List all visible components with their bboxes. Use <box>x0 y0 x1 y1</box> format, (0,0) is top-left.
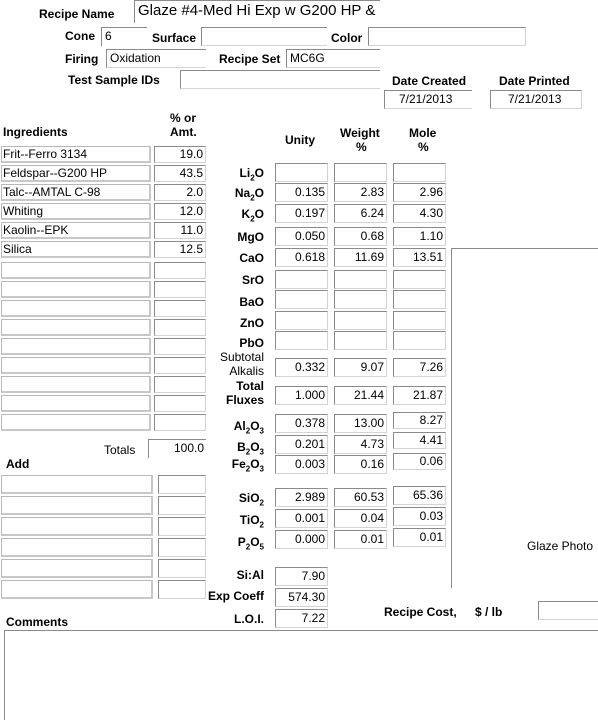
ingredient-amount[interactable] <box>154 376 206 393</box>
oxide-label-bao: BaO <box>239 295 264 309</box>
ingredient-amount[interactable]: 11.0 <box>154 222 206 239</box>
add-ingredient-amount[interactable] <box>158 475 206 494</box>
test-ids-field[interactable] <box>180 70 380 89</box>
add-ingredient-name[interactable] <box>1 538 153 557</box>
totals-label: Totals <box>104 443 136 457</box>
date-created-field[interactable]: 7/21/2013 <box>384 90 472 109</box>
add-ingredient-name[interactable] <box>1 475 153 494</box>
mole-value <box>393 290 446 309</box>
exp-coeff-label: Exp Coeff <box>207 589 264 603</box>
add-ingredient-amount[interactable] <box>158 538 206 557</box>
weight-value: 2.83 <box>334 183 387 202</box>
mole-header-1: Mole <box>409 126 437 140</box>
add-ingredient-amount[interactable] <box>158 496 206 515</box>
ingredient-amount[interactable] <box>154 395 206 412</box>
ingredient-name[interactable] <box>1 338 151 355</box>
oxide-label-na2o: $Na_2O$ <box>234 186 264 203</box>
subtotal-label-1: Subtotal <box>219 350 264 364</box>
glaze-photo-frame[interactable] <box>451 248 598 588</box>
add-ingredient-name[interactable] <box>1 517 153 536</box>
ingredients-header: Ingredients <box>3 125 68 139</box>
weight-value <box>334 290 387 309</box>
ingredient-amount[interactable] <box>154 338 206 355</box>
oxide-label-fe2o3: $Fe_2O_3$ <box>231 457 264 474</box>
weight-value: 0.04 <box>334 509 387 528</box>
ingredient-amount[interactable]: 12.0 <box>154 203 206 220</box>
ingredient-amount[interactable] <box>154 262 206 279</box>
ingredient-name[interactable] <box>1 300 151 317</box>
weight-value: 13.00 <box>334 414 387 433</box>
unity-value: 0.000 <box>275 530 328 549</box>
ingredient-amount[interactable]: 12.5 <box>154 241 206 258</box>
ingredient-amount[interactable]: 19.0 <box>154 146 206 163</box>
total-fluxes-mole: 21.87 <box>393 386 446 405</box>
weight-value <box>334 331 387 350</box>
oxide-label-k2o: $K_2O$ <box>241 207 264 224</box>
ingredient-name[interactable] <box>1 281 151 298</box>
total-fluxes-label-2: Fluxes <box>225 393 264 407</box>
add-ingredient-name[interactable] <box>1 496 153 515</box>
per-lb-label: $ / lb <box>475 605 503 619</box>
add-ingredient-amount[interactable] <box>158 517 206 536</box>
ingredient-name[interactable] <box>1 319 151 336</box>
loi-label: L.O.I. <box>234 612 264 626</box>
recipe-cost-label: Recipe Cost, <box>384 605 457 619</box>
mole-value <box>393 270 446 289</box>
ingredient-amount[interactable] <box>154 414 206 431</box>
subtotal-unity: 0.332 <box>275 358 328 377</box>
ingredient-amount[interactable] <box>154 281 206 298</box>
oxide-label-al2o3: $Al_2O_3$ <box>233 419 264 436</box>
totals-value: 100.0 <box>148 439 206 458</box>
ingredient-amount[interactable] <box>154 300 206 317</box>
oxide-label-sio2: SiO$_2$ <box>238 491 264 508</box>
weight-value: 11.69 <box>334 248 387 267</box>
mole-value <box>393 311 446 330</box>
recipe-cost-field[interactable] <box>538 601 598 620</box>
date-printed-label: Date Printed <box>499 74 570 88</box>
add-ingredient-amount[interactable] <box>158 559 206 578</box>
cone-label: Cone <box>65 29 95 43</box>
weight-value: 0.68 <box>334 227 387 246</box>
amt-header-1: % or <box>170 111 197 125</box>
oxide-label-mgo: MgO <box>237 230 264 244</box>
total-fluxes-weight: 21.44 <box>334 386 387 405</box>
ingredient-name[interactable]: Frit--Ferro 3134 <box>1 146 151 163</box>
weight-value: 60.53 <box>334 488 387 507</box>
mole-value: 8.27 <box>393 412 446 429</box>
unity-value: 0.378 <box>275 414 328 433</box>
mole-value: 0.01 <box>393 528 446 547</box>
recipe-set-field[interactable]: MC6G <box>286 49 380 68</box>
ingredient-amount[interactable]: 2.0 <box>154 184 206 201</box>
loi-value: 7.22 <box>275 609 328 628</box>
subtotal-mole: 7.26 <box>393 358 446 377</box>
oxide-label-pbo: PbO <box>239 336 264 350</box>
weight-value: 0.01 <box>334 530 387 549</box>
mole-value <box>393 163 446 182</box>
firing-field[interactable]: Oxidation <box>106 49 206 68</box>
glaze-photo-label: Glaze Photo <box>527 539 594 553</box>
add-label: Add <box>6 457 30 471</box>
weight-value <box>334 311 387 330</box>
oxide-label-tio2: TiO$_2$ <box>239 513 264 530</box>
weight-value <box>334 270 387 289</box>
mole-value: 65.36 <box>393 486 446 505</box>
ingredient-amount[interactable] <box>154 357 206 374</box>
mole-value: 4.30 <box>393 204 446 223</box>
date-created-label: Date Created <box>392 74 467 88</box>
mole-value: 1.10 <box>393 227 446 246</box>
cone-field[interactable]: 6 <box>101 27 147 46</box>
amt-header-2: Amt. <box>170 125 197 139</box>
ingredient-name[interactable] <box>1 262 151 279</box>
ingredient-name[interactable] <box>1 395 151 412</box>
unity-header: Unity <box>285 133 315 147</box>
unity-value <box>275 163 328 182</box>
ingredient-name[interactable]: Silica <box>1 241 151 258</box>
exp-coeff-value: 574.30 <box>275 588 328 607</box>
mole-value: 13.51 <box>393 248 446 267</box>
unity-value: 0.050 <box>275 227 328 246</box>
recipe-name-label: Recipe Name <box>39 7 115 21</box>
add-ingredient-name[interactable] <box>1 580 153 599</box>
mole-header-2: % <box>418 140 429 154</box>
mole-value: 0.06 <box>393 453 446 470</box>
mole-value: 4.41 <box>393 432 446 449</box>
unity-value: 0.001 <box>275 509 328 528</box>
color-label: Color <box>331 31 363 45</box>
total-fluxes-label-1: Total <box>236 379 264 393</box>
weight-value: 6.24 <box>334 204 387 223</box>
surface-label: Surface <box>152 31 197 45</box>
mole-value <box>393 331 446 350</box>
unity-value: 0.618 <box>275 248 328 267</box>
comments-label: Comments <box>6 615 69 629</box>
ingredient-name[interactable] <box>1 357 151 374</box>
ingredient-name[interactable]: Whiting <box>1 203 151 220</box>
mole-value: 2.96 <box>393 183 446 202</box>
ingredient-name[interactable]: Kaolin--EPK <box>1 222 151 239</box>
date-printed-field[interactable]: 7/21/2013 <box>490 90 582 109</box>
unity-value: 2.989 <box>275 488 328 507</box>
unity-value <box>275 311 328 330</box>
oxide-label-cao: CaO <box>239 251 264 265</box>
ingredient-name[interactable]: Talc--AMTAL C-98 <box>1 184 151 201</box>
unity-value <box>275 270 328 289</box>
subtotal-weight: 9.07 <box>334 358 387 377</box>
add-ingredient-name[interactable] <box>1 559 153 578</box>
unity-value: 0.135 <box>275 183 328 202</box>
comments-field[interactable] <box>4 630 598 720</box>
si-al-value: 7.90 <box>275 567 328 586</box>
add-ingredient-amount[interactable] <box>158 580 206 599</box>
test-ids-label: Test Sample IDs <box>68 73 160 87</box>
ingredient-name[interactable] <box>1 414 151 431</box>
subtotal-label-2: Alkalis <box>229 364 264 378</box>
recipe-set-label: Recipe Set <box>219 52 281 66</box>
unity-value: 0.003 <box>275 455 328 474</box>
recipe-name-field[interactable]: Glaze #4-Med Hi Exp w G200 HP & <box>134 0 380 23</box>
ingredient-amount[interactable] <box>154 319 206 336</box>
si-al-label: Si:Al <box>236 568 264 582</box>
ingredient-amount[interactable]: 43.5 <box>154 165 206 182</box>
total-fluxes-unity: 1.000 <box>275 386 328 405</box>
unity-value: 0.201 <box>275 435 328 454</box>
unity-value: 0.197 <box>275 204 328 223</box>
firing-label: Firing <box>65 52 99 66</box>
weight-value: 4.73 <box>334 435 387 454</box>
oxide-label-zno: ZnO <box>240 316 264 330</box>
oxide-label-b2o3: $B_2O_3$ <box>237 440 264 457</box>
weight-header-1: Weight <box>340 126 380 140</box>
weight-value: 0.16 <box>334 455 387 474</box>
surface-field[interactable] <box>201 27 327 46</box>
ingredient-name[interactable]: Feldspar--G200 HP <box>1 165 151 182</box>
ingredient-name[interactable] <box>1 376 151 393</box>
oxide-label-li2o: $Li_2O$ <box>239 166 264 183</box>
color-field[interactable] <box>368 27 526 46</box>
unity-value <box>275 290 328 309</box>
oxide-label-p2o5: $P_2O_5$ <box>237 535 264 552</box>
weight-value <box>334 163 387 182</box>
weight-header-2: % <box>356 140 367 154</box>
unity-value <box>275 331 328 350</box>
mole-value: 0.03 <box>393 507 446 526</box>
oxide-label-sro: SrO <box>241 273 264 287</box>
